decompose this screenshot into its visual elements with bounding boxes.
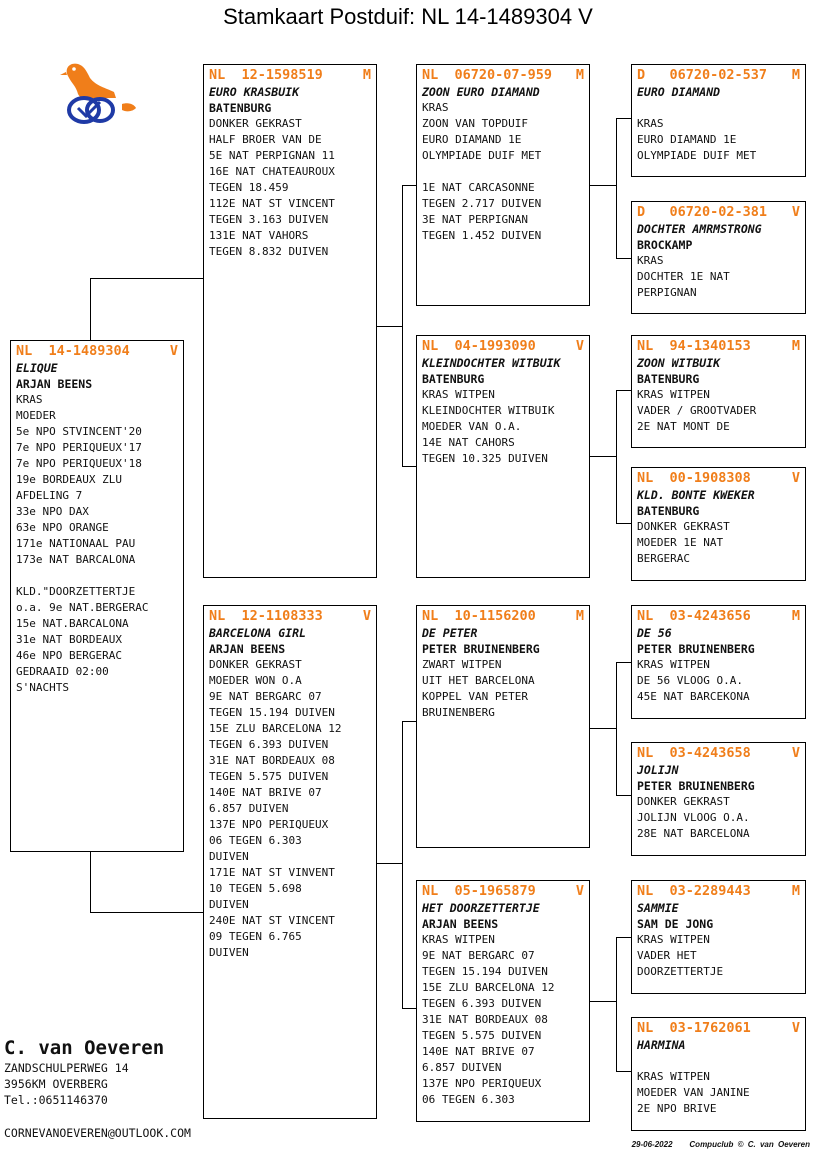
pigeon-detail-line: MOEDER VAN JANINE <box>637 1086 750 1099</box>
pigeon-detail-line: 14E NAT CAHORS <box>422 436 515 449</box>
pigeon-detail-line: DUIVEN <box>209 946 249 959</box>
pigeon-detail-line <box>16 568 178 584</box>
pigeon-detail-line: 6.857 DUIVEN <box>209 802 289 815</box>
pigeon-detail-line: GEDRAAID 02:00 <box>16 665 109 678</box>
pigeon-card-father-father <box>416 64 590 306</box>
pigeon-detail-line: MOEDER 1E NAT <box>637 536 724 549</box>
pigeon-ring-header <box>637 470 800 487</box>
pigeon-detail-line: TEGEN 15.194 DUIVEN <box>422 965 548 978</box>
pigeon-detail-line: 7e NPO PERIQUEUX'17 <box>16 441 142 454</box>
pigeon-name: DE 56 <box>637 626 672 640</box>
pigeon-detail-line: KRAS WITPEN <box>637 1070 710 1083</box>
pigeon-detail-line: KLD."DOORZETTERTJE <box>16 585 136 598</box>
pigeon-detail-line: 33e NPO DAX <box>16 505 89 518</box>
breeder-email: CORNEVANOEVEREN@OUTLOOK.COM <box>4 1126 191 1140</box>
pigeon-detail-line: KLEINDOCHTER WITBUIK <box>422 404 555 417</box>
page-title: Stamkaart Postduif: NL 14-1489304 V <box>223 4 593 29</box>
pigeon-detail-line: TEGEN 10.325 DUIVEN <box>422 452 548 465</box>
pigeon-ring-header <box>637 67 800 84</box>
pigeon-owner: BATENBURG <box>209 101 272 115</box>
ring-number: NL 00-1908308 <box>637 470 751 486</box>
pigeon-card-fmm <box>631 467 806 581</box>
connector <box>589 185 616 186</box>
pigeon-detail-line: KRAS <box>422 101 449 114</box>
pigeon-detail-line: KOPPEL VAN PETER <box>422 690 528 703</box>
pigeon-ring-header <box>637 883 800 900</box>
pigeon-detail-line: 46e NPO BERGERAC <box>16 649 122 662</box>
pigeon-name: ZOON EURO DIAMAND <box>422 85 540 99</box>
pigeon-detail-line: UIT HET BARCELONA <box>422 674 535 687</box>
pigeon-detail-line: 173e NAT BARCALONA <box>16 553 136 566</box>
sex-marker: M <box>575 67 584 83</box>
pigeon-card-mother-mother <box>416 880 590 1122</box>
pigeon-detail-line: 3E NAT PERPIGNAN <box>422 213 528 226</box>
connector <box>616 118 632 119</box>
sex-marker: M <box>791 67 800 83</box>
connector <box>616 390 632 391</box>
pigeon-detail-line: TEGEN 1.452 DUIVEN <box>422 229 542 242</box>
ring-number: NL 94-1340153 <box>637 338 751 354</box>
pigeon-ring-header <box>422 338 584 355</box>
pigeon-owner: PETER BRUINENBERG <box>637 642 755 656</box>
pigeon-logo-icon <box>56 58 140 130</box>
pigeon-owner: BATENBURG <box>637 372 700 386</box>
pigeon-ring-header <box>422 883 584 900</box>
connector <box>402 185 417 186</box>
pigeon-detail-line: 2E NPO BRIVE <box>637 1102 717 1115</box>
connector <box>402 721 417 722</box>
pigeon-detail-line: DE 56 VLOOG O.A. <box>637 674 743 687</box>
sex-marker: V <box>169 343 178 359</box>
connector <box>616 390 617 524</box>
pigeon-detail-line: 63e NPO ORANGE <box>16 521 109 534</box>
pigeon-card-ffm <box>631 201 806 314</box>
pigeon-name: SAMMIE <box>637 901 679 915</box>
pigeon-detail-line: KRAS <box>637 117 664 130</box>
pigeon-detail-line: 140E NAT BRIVE 07 <box>422 1045 535 1058</box>
pigeon-ring-header <box>209 608 371 625</box>
sex-marker: M <box>791 338 800 354</box>
connector <box>376 326 402 327</box>
sex-marker: M <box>575 608 584 624</box>
connector <box>402 1008 417 1009</box>
pigeon-detail-line: 171E NAT ST VINVENT <box>209 866 335 879</box>
pigeon-ring-header <box>637 338 800 355</box>
pigeon-card-mmf <box>631 880 806 994</box>
pigeon-detail-line: DUIVEN <box>209 850 249 863</box>
connector <box>402 721 403 1009</box>
pigeon-card-mother-father <box>416 605 590 848</box>
connector <box>616 937 617 1072</box>
connector <box>376 863 402 864</box>
pigeon-detail-line: 15e NAT.BARCALONA <box>16 617 129 630</box>
sex-marker: V <box>791 470 800 486</box>
pigeon-name: JOLIJN <box>637 763 679 777</box>
pigeon-name: DOCHTER AMRMSTRONG <box>637 222 762 236</box>
pigeon-ring-header <box>422 67 584 84</box>
pigeon-detail-line: DOCHTER 1E NAT <box>637 270 730 283</box>
pigeon-card-mmm <box>631 1017 806 1131</box>
pigeon-detail-line: 06 TEGEN 6.303 <box>422 1093 515 1106</box>
pigeon-detail-line: TEGEN 6.393 DUIVEN <box>209 738 329 751</box>
connector <box>90 278 91 340</box>
pigeon-detail-line: KRAS WITPEN <box>637 933 710 946</box>
pigeon-ring-header <box>422 608 584 625</box>
sex-marker: V <box>575 338 584 354</box>
pigeon-detail-line: DONKER GEKRAST <box>637 795 730 808</box>
sex-marker: M <box>791 883 800 899</box>
pigeon-detail-line: KRAS WITPEN <box>637 658 710 671</box>
pigeon-detail-line: 1E NAT CARCASONNE <box>422 181 535 194</box>
sex-marker: V <box>791 745 800 761</box>
pigeon-detail-line: 45E NAT BARCEKONA <box>637 690 750 703</box>
pigeon-owner: ARJAN BEENS <box>422 917 499 931</box>
pigeon-detail-line: KRAS WITPEN <box>422 388 495 401</box>
footer-credit: Compuclub © C. van Oeveren <box>689 1140 810 1149</box>
pigeon-card-mother <box>203 605 377 1119</box>
pigeon-detail-line: VADER / GROOTVADER <box>637 404 757 417</box>
breeder-address-line: 3956KM OVERBERG <box>4 1077 108 1091</box>
connector <box>589 456 616 457</box>
ring-number: D 06720-02-537 <box>637 67 768 83</box>
pigeon-card-mfm <box>631 742 806 856</box>
connector <box>616 662 632 663</box>
pigeon-ring-header <box>637 745 800 762</box>
pigeon-detail-line: TEGEN 5.575 DUIVEN <box>422 1029 542 1042</box>
pigeon-detail-line: 5E NAT PERPIGNAN 11 <box>209 149 335 162</box>
connector <box>90 912 204 913</box>
footer-date: 29-06-2022 <box>631 1140 673 1149</box>
pigeon-detail-line: ZWART WITPEN <box>422 658 502 671</box>
pigeon-owner: BATENBURG <box>637 504 700 518</box>
ring-number: D 06720-02-381 <box>637 204 768 220</box>
sex-marker: V <box>791 204 800 220</box>
pigeon-detail-line: EURO DIAMAND 1E <box>637 133 737 146</box>
ring-number: NL 10-1156200 <box>422 608 536 624</box>
pigeon-owner: ARJAN BEENS <box>16 377 93 391</box>
pigeon-name: KLEINDOCHTER WITBUIK <box>422 356 561 370</box>
pigeon-detail-line: DONKER GEKRAST <box>209 117 302 130</box>
pigeon-detail-line: 9E NAT BERGARC 07 <box>422 949 535 962</box>
ring-number: NL 05-1965879 <box>422 883 536 899</box>
breeder-name: C. van Oeveren <box>4 1037 165 1059</box>
pigeon-detail-line <box>637 100 800 116</box>
pigeon-name: HARMINA <box>637 1038 686 1052</box>
pigeon-detail-line: 06 TEGEN 6.303 <box>209 834 302 847</box>
sex-marker: V <box>575 883 584 899</box>
pigeon-detail-line: 171e NATIONAAL PAU <box>16 537 136 550</box>
pigeon-detail-line: 09 TEGEN 6.765 <box>209 930 302 943</box>
pigeon-detail-line: 16E NAT CHATEAUROUX <box>209 165 335 178</box>
pigeon-detail-line: OLYMPIADE DUIF MET <box>422 149 542 162</box>
pigeon-card-father <box>203 64 377 578</box>
pigeon-name: ZOON WITBUIK <box>637 356 721 370</box>
pigeon-ring-header <box>637 204 800 221</box>
connector <box>589 1001 616 1002</box>
pigeon-detail-line: BERGERAC <box>637 552 690 565</box>
pigeon-detail-line: 240E NAT ST VINCENT <box>209 914 335 927</box>
pigeon-owner: PETER BRUINENBERG <box>422 642 540 656</box>
pigeon-detail-line: 7e NPO PERIQUEUX'18 <box>16 457 142 470</box>
pigeon-detail-line: 19e BORDEAUX ZLU <box>16 473 122 486</box>
pigeon-detail-line: VADER HET <box>637 949 697 962</box>
ring-number: NL 03-1762061 <box>637 1020 751 1036</box>
pigeon-detail-line: 131E NAT VAHORS <box>209 229 309 242</box>
pigeon-detail-line: OLYMPIADE DUIF MET <box>637 149 757 162</box>
pigeon-detail-line: BRUINENBERG <box>422 706 495 719</box>
pigeon-name: EURO KRASBUIK <box>209 85 300 99</box>
sex-marker: M <box>791 608 800 624</box>
pigeon-detail-line: EURO DIAMAND 1E <box>422 133 522 146</box>
ring-number: NL 12-1598519 <box>209 67 323 83</box>
pigeon-detail-line: ZOON VAN TOPDUIF <box>422 117 528 130</box>
ring-number: NL 06720-07-959 <box>422 67 553 83</box>
pigeon-detail-line: KRAS WITPEN <box>422 933 495 946</box>
pigeon-card-father-mother <box>416 335 590 578</box>
sex-marker: V <box>791 1020 800 1036</box>
pigeon-detail-line <box>637 1053 800 1069</box>
pigeon-detail-line: DUIVEN <box>209 898 249 911</box>
pigeon-owner: BATENBURG <box>422 372 485 386</box>
pigeon-detail-line: 31E NAT BORDEAUX 08 <box>422 1013 548 1026</box>
pigeon-detail-line: TEGEN 6.393 DUIVEN <box>422 997 542 1010</box>
pigeon-detail-line: MOEDER <box>16 409 56 422</box>
connector <box>90 851 91 913</box>
connector <box>402 466 417 467</box>
ring-number: NL 03-4243658 <box>637 745 751 761</box>
footer <box>632 1140 810 1149</box>
pigeon-ring-header <box>637 608 800 625</box>
pigeon-detail-line: PERPIGNAN <box>637 286 697 299</box>
sex-marker: M <box>362 67 371 83</box>
pigeon-owner: SAM DE JONG <box>637 917 714 931</box>
breeder-info <box>4 1036 164 1108</box>
pigeon-detail-line: HALF BROER VAN DE <box>209 133 322 146</box>
pigeon-detail-line: 5e NPO STVINCENT'20 <box>16 425 142 438</box>
pigeon-detail-line: S'NACHTS <box>16 681 69 694</box>
pigeon-name: KLD. BONTE KWEKER <box>637 488 755 502</box>
pigeon-detail-line: TEGEN 8.832 DUIVEN <box>209 245 329 258</box>
pigeon-detail-line: 137E NPO PERIQUEUX <box>209 818 329 831</box>
pigeon-detail-line: o.a. 9e NAT.BERGERAC <box>16 601 149 614</box>
pigeon-ring-header <box>637 1020 800 1037</box>
pigeon-detail-line: KRAS WITPEN <box>637 388 710 401</box>
pigeon-name: ELIQUE <box>16 361 58 375</box>
pigeon-detail-line: MOEDER WON O.A <box>209 674 302 687</box>
connector <box>616 258 632 259</box>
pigeon-detail-line: TEGEN 5.575 DUIVEN <box>209 770 329 783</box>
pigeon-name: BARCELONA GIRL <box>209 626 306 640</box>
pigeon-detail-line: TEGEN 18.459 <box>209 181 289 194</box>
pigeon-owner: ARJAN BEENS <box>209 642 286 656</box>
breeder-phone: Tel.:0651146370 <box>4 1093 108 1107</box>
pigeon-card-mff <box>631 605 806 719</box>
pigeon-detail-line: 15E ZLU BARCELONA 12 <box>209 722 342 735</box>
pigeon-card-fmf <box>631 335 806 448</box>
pigeon-detail-line: MOEDER VAN O.A. <box>422 420 522 433</box>
pigeon-card-main <box>10 340 184 852</box>
pigeon-card-fff <box>631 64 806 177</box>
pigeon-detail-line: 2E NAT MONT DE <box>637 420 730 433</box>
pigeon-detail-line: 6.857 DUIVEN <box>422 1061 502 1074</box>
connector <box>616 118 617 259</box>
pigeon-detail-line: DONKER GEKRAST <box>637 520 730 533</box>
pigeon-name: HET DOORZETTERTJE <box>422 901 540 915</box>
pigeon-detail-line: 31E NAT BORDEAUX 08 <box>209 754 335 767</box>
connector <box>90 278 204 279</box>
pigeon-detail-line: KRAS <box>16 393 43 406</box>
pigeon-detail-line: 112E NAT ST VINCENT <box>209 197 335 210</box>
breeder-address-line: ZANDSCHULPERWEG 14 <box>4 1061 129 1075</box>
connector <box>616 662 617 796</box>
ring-number: NL 03-2289443 <box>637 883 751 899</box>
sex-marker: V <box>362 608 371 624</box>
pigeon-detail-line: 9E NAT BERGARC 07 <box>209 690 322 703</box>
connector <box>616 523 632 524</box>
ring-number: NL 03-4243656 <box>637 608 751 624</box>
connector <box>616 1071 632 1072</box>
pigeon-ring-header <box>16 343 178 360</box>
pigeon-name: EURO DIAMAND <box>637 85 721 99</box>
pigeon-detail-line: 15E ZLU BARCELONA 12 <box>422 981 555 994</box>
pigeon-detail-line: 137E NPO PERIQUEUX <box>422 1077 542 1090</box>
pigeon-detail-line: TEGEN 3.163 DUIVEN <box>209 213 329 226</box>
pigeon-detail-line: 10 TEGEN 5.698 <box>209 882 302 895</box>
ring-number: NL 04-1993090 <box>422 338 536 354</box>
ring-number: NL 12-1108333 <box>209 608 323 624</box>
connector <box>589 728 616 729</box>
pigeon-detail-line: DOORZETTERTJE <box>637 965 724 978</box>
pigeon-detail-line: 140E NAT BRIVE 07 <box>209 786 322 799</box>
pigeon-detail-line: AFDELING 7 <box>16 489 83 502</box>
pigeon-detail-line: 28E NAT BARCELONA <box>637 827 750 840</box>
pigeon-detail-line: 31e NAT BORDEAUX <box>16 633 122 646</box>
pigeon-ring-header <box>209 67 371 84</box>
pigeon-owner: BROCKAMP <box>637 238 693 252</box>
pigeon-owner: PETER BRUINENBERG <box>637 779 755 793</box>
pigeon-detail-line: TEGEN 15.194 DUIVEN <box>209 706 335 719</box>
ring-number: NL 14-1489304 <box>16 343 130 359</box>
pigeon-detail-line: JOLIJN VLOOG O.A. <box>637 811 750 824</box>
pigeon-detail-line: TEGEN 2.717 DUIVEN <box>422 197 542 210</box>
connector <box>616 795 632 796</box>
pigeon-detail-line: DONKER GEKRAST <box>209 658 302 671</box>
pigeon-name: DE PETER <box>422 626 478 640</box>
connector <box>402 185 403 467</box>
pigeon-detail-line <box>422 164 584 180</box>
connector <box>616 937 632 938</box>
pigeon-detail-line: KRAS <box>637 254 664 267</box>
